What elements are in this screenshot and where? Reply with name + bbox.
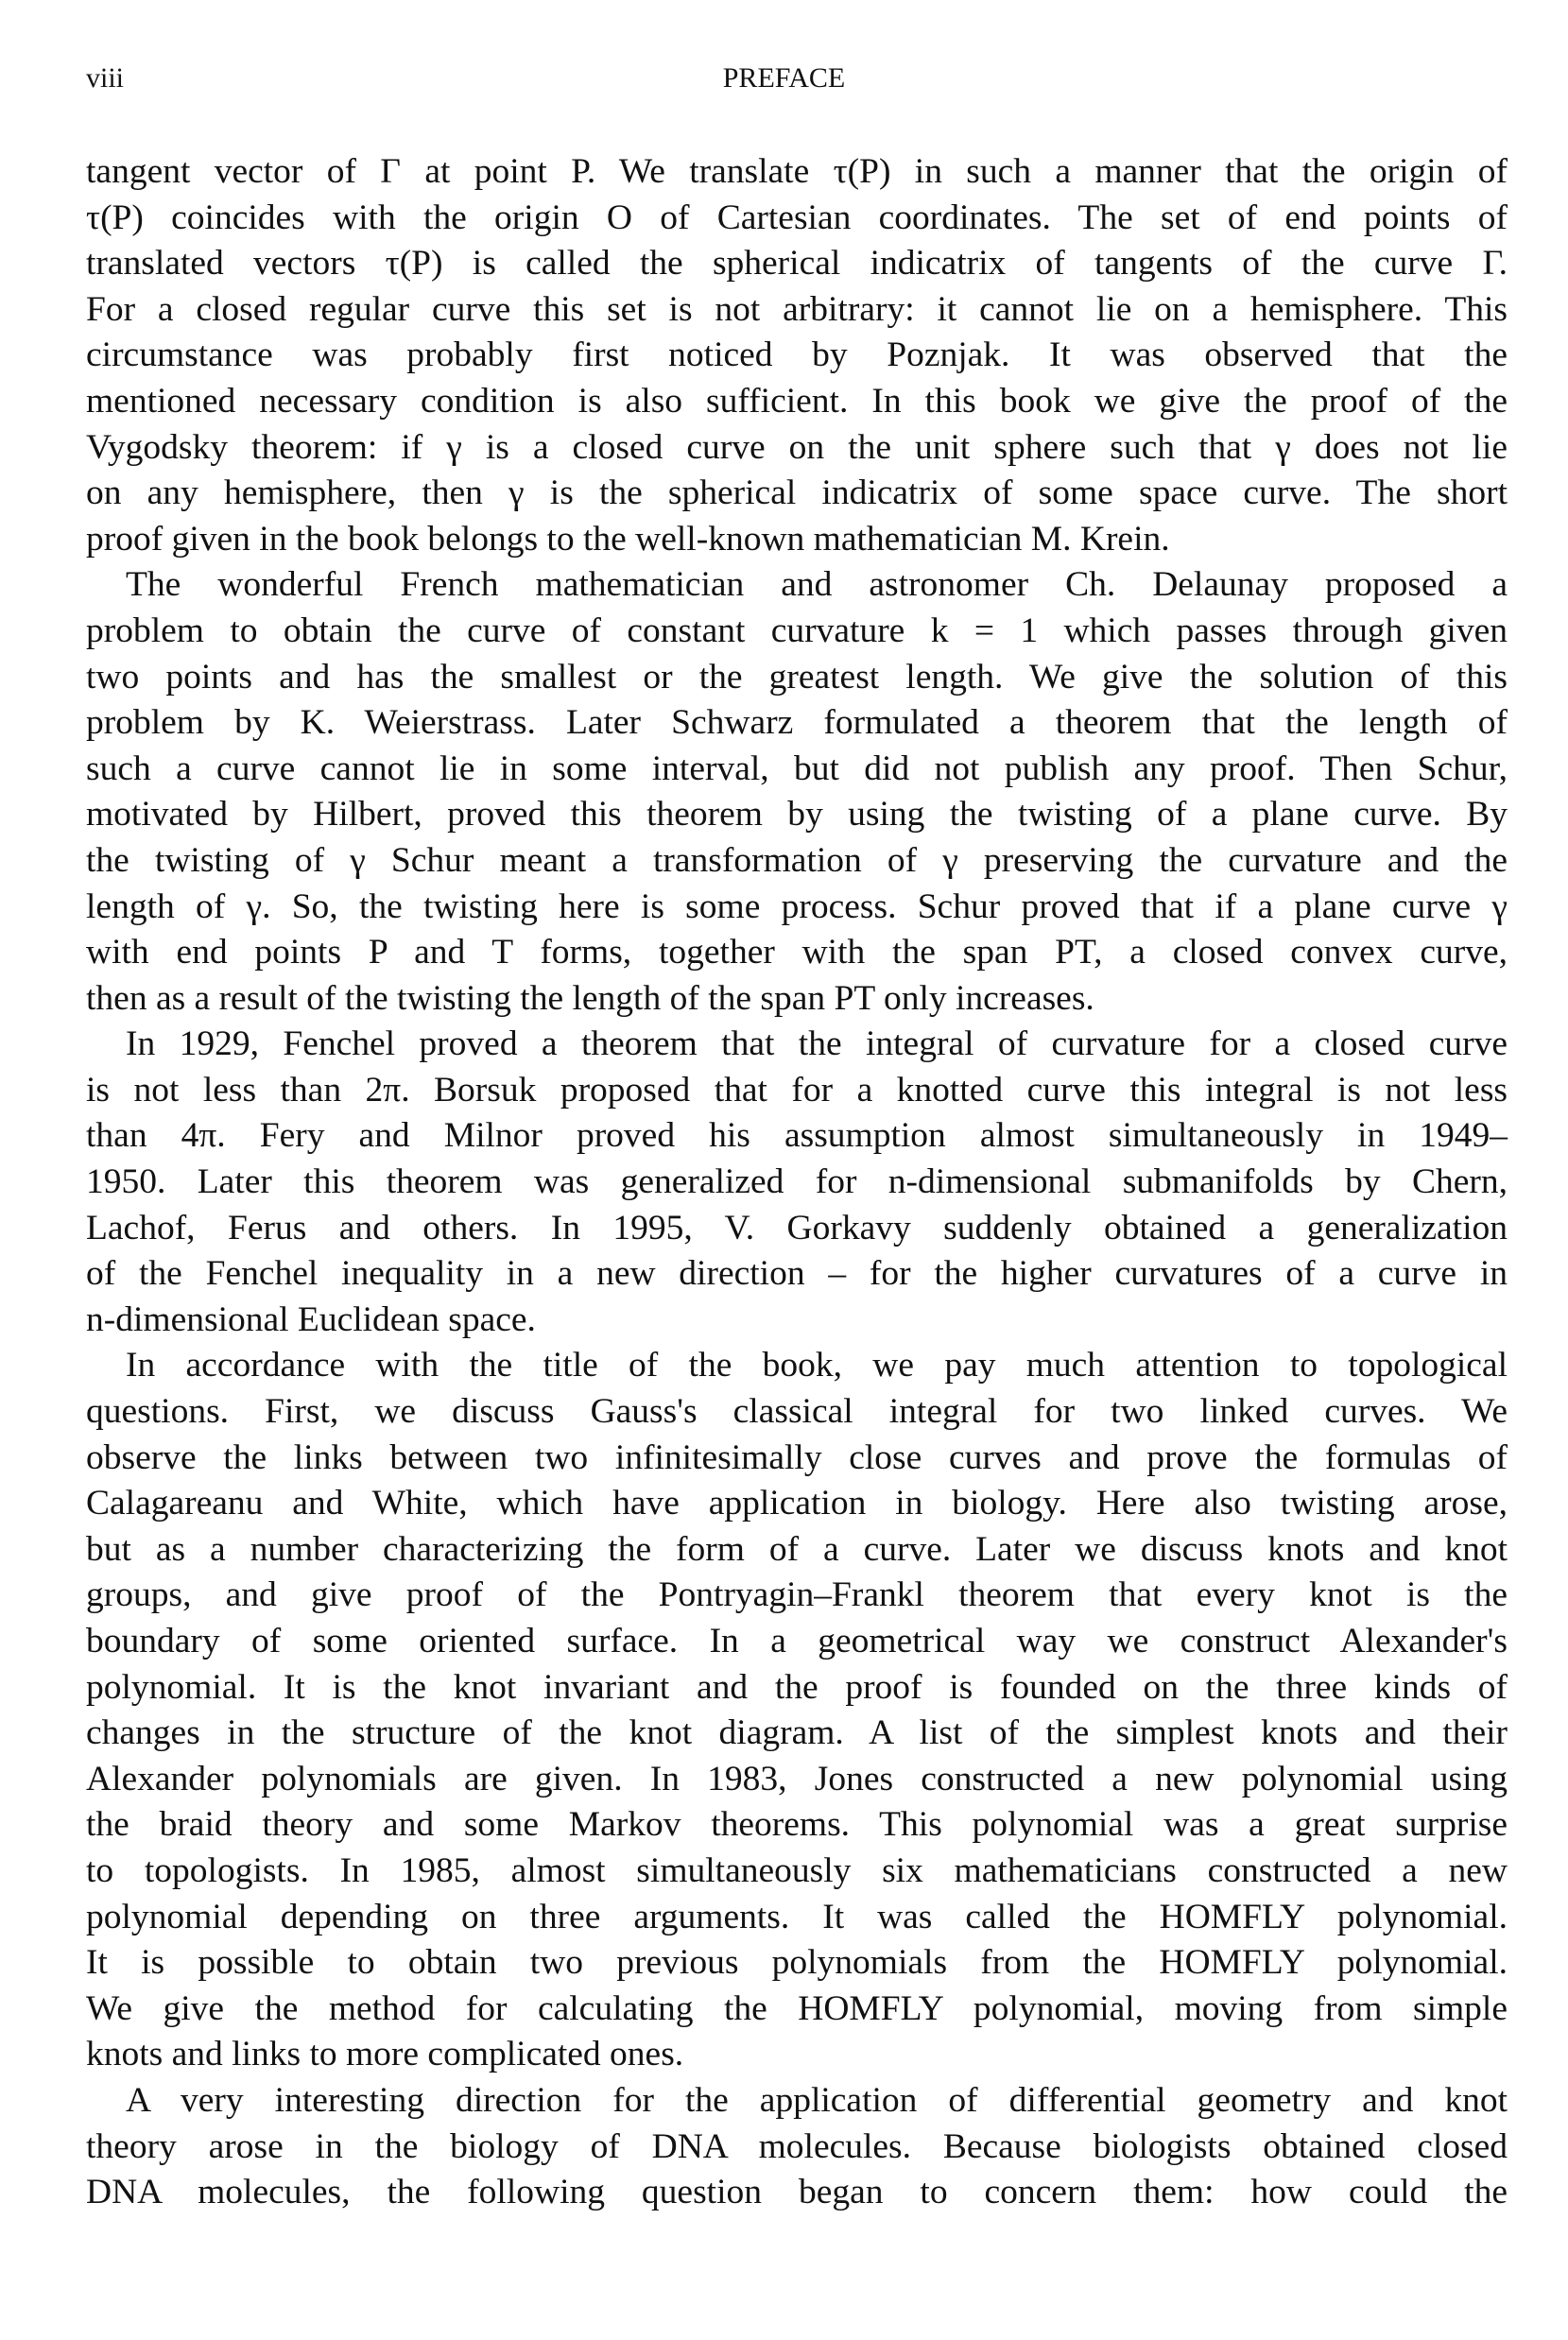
- text-line: on any hemisphere, then γ is the spherical indicatrix of some space curve. The short: [86, 473, 1508, 513]
- text-line: of the Fenchel inequality in a new direction – for the higher curvatures of a curve in: [86, 1254, 1508, 1294]
- text-line: circumstance was probably first noticed by Poznjak. It was observed that the: [86, 336, 1508, 375]
- text-line: n-dimensional Euclidean space.: [86, 1299, 536, 1339]
- text-line: mentioned necessary condition is also sufficient. In this book we give the proof of the: [86, 381, 1508, 421]
- text-line: Lachof, Ferus and others. In 1995, V. Gorkavy suddenly obtained a generalization: [86, 1208, 1508, 1247]
- text-line: Vygodsky theorem: if γ is a closed curve on the unit sphere such that γ does not lie: [86, 427, 1508, 467]
- text-line: motivated by Hilbert, proved this theorem by using the twisting of a plane curve. By: [86, 795, 1508, 834]
- text-line: theory arose in the biology of DNA molecules. Because biologists obtained closed: [86, 2126, 1508, 2166]
- text-line: In 1929, Fenchel proved a theorem that the integral of curvature for a closed curve: [126, 1024, 1508, 1064]
- text-line: We give the method for calculating the HOMFLY polynomial, moving from simple: [86, 1988, 1508, 2028]
- text-line: the braid theory and some Markov theorems. This polynomial was a great surprise: [86, 1805, 1508, 1845]
- text-line: polynomial depending on three arguments. It was called the HOMFLY polynomial.: [86, 1897, 1508, 1936]
- text-line: but as a number characterizing the form of a curve. Later we discuss knots and knot: [86, 1529, 1508, 1569]
- text-line: such a curve cannot lie in some interval, but did not publish any proof. Then Schur,: [86, 748, 1508, 788]
- text-line: A very interesting direction for the application of differential geometry and knot: [126, 2080, 1508, 2120]
- text-line: is not less than 2π. Borsuk proposed that for a knotted curve this integral is not less: [86, 1070, 1508, 1110]
- text-line: Alexander polynomials are given. In 1983, Jones constructed a new polynomial using: [86, 1759, 1508, 1798]
- text-line: knots and links to more complicated ones.: [86, 2035, 684, 2074]
- text-line: observe the links between two infinitesimally close curves and prove the formulas of: [86, 1437, 1508, 1477]
- text-line: tangent vector of Γ at point P. We translate τ(P) in such a manner that the origin of: [86, 152, 1508, 191]
- text-line: with end points P and T forms, together with the span PT, a closed convex curve,: [86, 933, 1508, 972]
- text-line: τ(P) coincides with the origin O of Cartesian coordinates. The set of end points of: [86, 198, 1508, 237]
- text-line: two points and has the smallest or the greatest length. We give the solution of this: [86, 657, 1508, 697]
- text-line: problem by K. Weierstrass. Later Schwarz formulated a theorem that the length of: [86, 703, 1508, 743]
- text-line: to topologists. In 1985, almost simultaneously six mathematicians constructed a new: [86, 1850, 1508, 1890]
- text-line: proof given in the book belongs to the well-known mathematician M. Krein.: [86, 519, 1170, 559]
- text-line: translated vectors τ(P) is called the spherical indicatrix of tangents of the curve Γ.: [86, 244, 1508, 284]
- text-line: polynomial. It is the knot invariant and the proof is founded on the three kinds of: [86, 1667, 1508, 1707]
- text-line: The wonderful French mathematician and astronomer Ch. Delaunay proposed a: [126, 565, 1508, 605]
- text-line: In accordance with the title of the book, we pay much attention to topological: [126, 1346, 1508, 1385]
- text-line: For a closed regular curve this set is not arbitrary: it cannot lie on a hemisphere. This: [86, 289, 1508, 329]
- text-line: changes in the structure of the knot diagram. A list of the simplest knots and their: [86, 1713, 1508, 1753]
- text-line: then as a result of the twisting the length of the span PT only increases.: [86, 978, 1094, 1018]
- running-title: PREFACE: [722, 62, 846, 94]
- text-line: Calagareanu and White, which have application in biology. Here also twisting arose,: [86, 1484, 1508, 1523]
- text-line: questions. First, we discuss Gauss's classical integral for two linked curves. We: [86, 1392, 1508, 1432]
- text-line: than 4π. Fery and Milnor proved his assumption almost simultaneously in 1949–: [86, 1116, 1508, 1156]
- text-line: groups, and give proof of the Pontryagin–Frankl theorem that every knot is the: [86, 1575, 1508, 1615]
- text-line: 1950. Later this theorem was generalized for n-dimensional submanifolds by Chern,: [86, 1162, 1508, 1202]
- text-line: DNA molecules, the following question began to concern them: how could the: [86, 2173, 1508, 2212]
- text-line: length of γ. So, the twisting here is some process. Schur proved that if a plane curve γ: [86, 886, 1508, 926]
- page-number: viii: [86, 62, 125, 94]
- text-line: It is possible to obtain two previous polynomials from the HOMFLY polynomial.: [86, 1943, 1508, 1983]
- text-line: boundary of some oriented surface. In a geometrical way we construct Alexander's: [86, 1622, 1508, 1660]
- text-line: the twisting of γ Schur meant a transformation of γ preserving the curvature and the: [86, 840, 1508, 880]
- preface-body-text: [86, 149, 1508, 2216]
- text-line: problem to obtain the curve of constant curvature k = 1 which passes through given: [86, 611, 1508, 650]
